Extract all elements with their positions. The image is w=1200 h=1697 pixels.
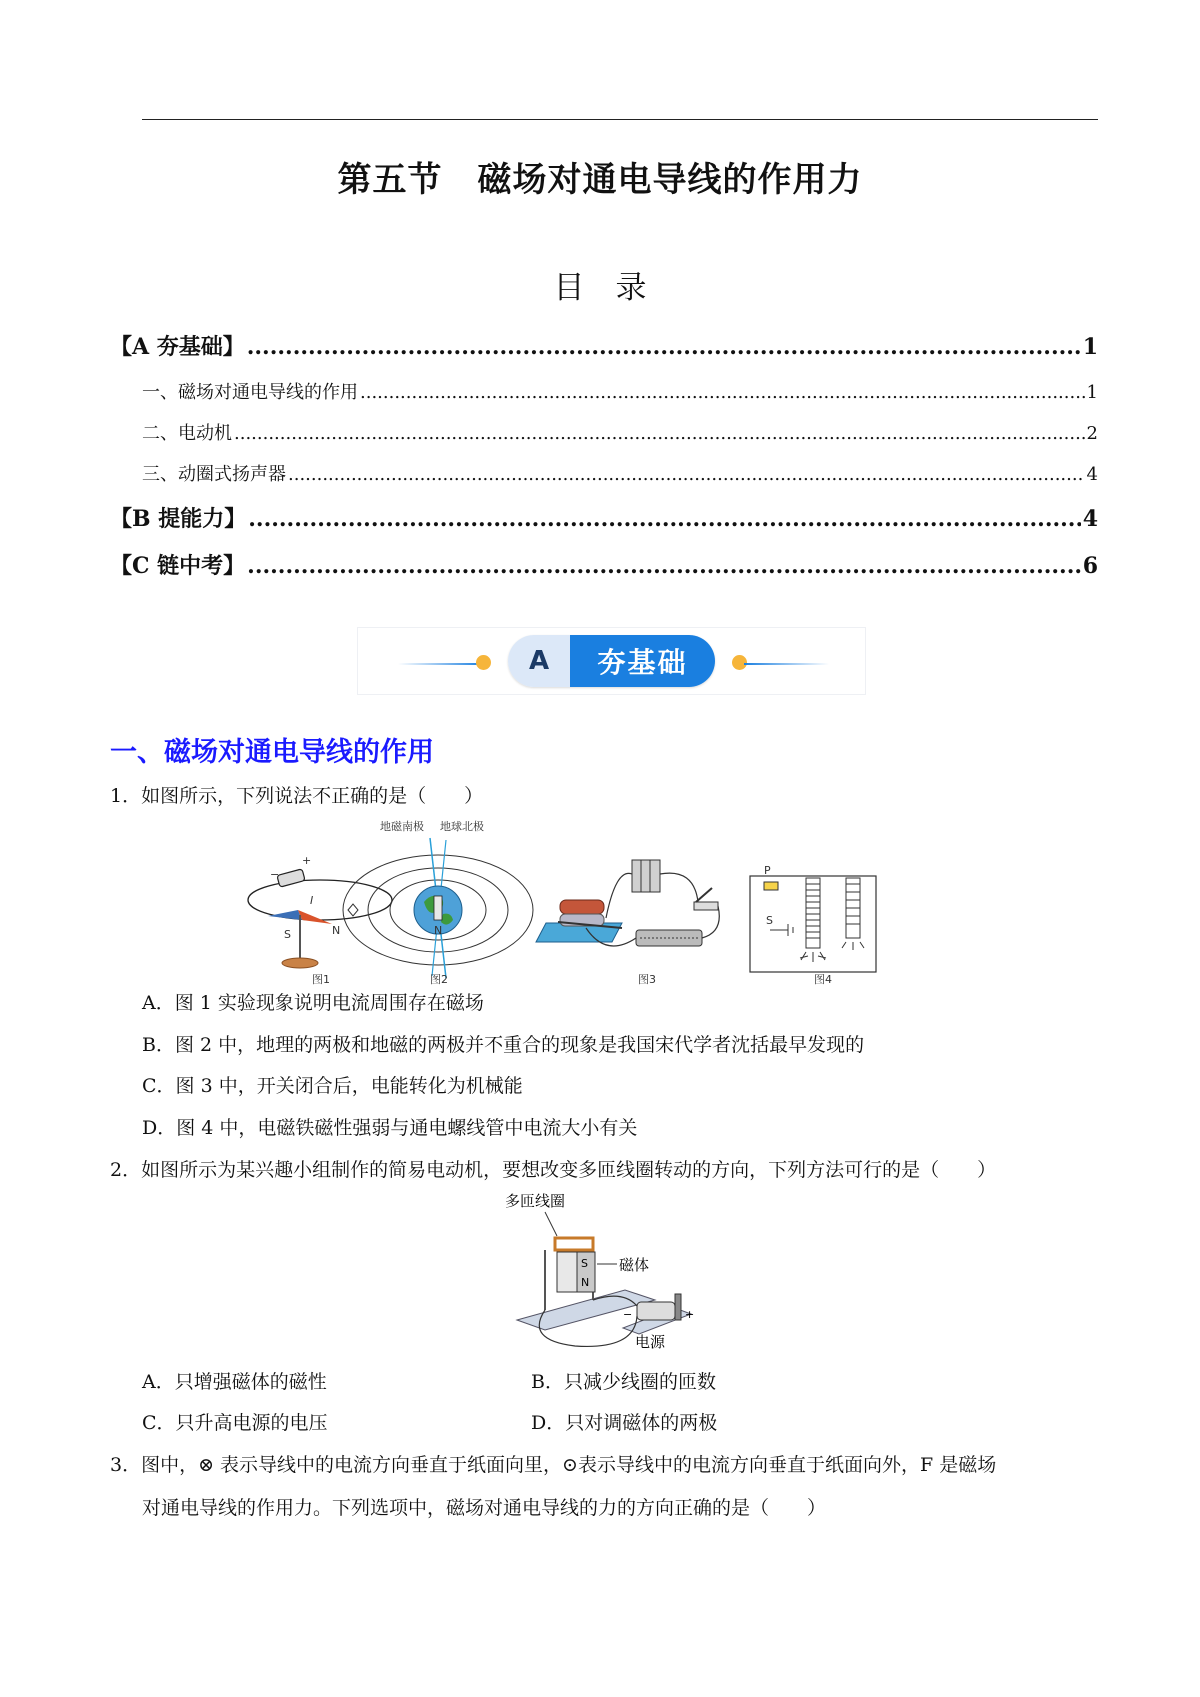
fig-coil-label: 多匝线圈: [505, 1192, 566, 1210]
toc-entry-c[interactable]: [110, 549, 1098, 580]
toc-leader: [360, 382, 1085, 403]
fig2-geo-north: 地球北极: [440, 820, 484, 833]
fig1-caption: 图1: [312, 973, 330, 986]
banner-dot-left: [476, 655, 491, 670]
toc-entry-page: 4: [1086, 464, 1098, 485]
toc-entry-label: 二、电动机: [142, 423, 232, 444]
fig2-n: N: [434, 924, 443, 937]
toc-entry-page: 4: [1082, 506, 1098, 532]
toc-entry-page: 6: [1082, 553, 1098, 579]
question-3-stem-line-1: 3．图中，⊗ 表示导线中的电流方向垂直于纸面向里，⊙表示导线中的电流方向垂直于纸面向外，F 是磁场: [110, 1454, 997, 1476]
fig-magnet-n: N: [581, 1276, 590, 1289]
question-2-option-d[interactable]: D．只对调磁体的两极: [531, 1412, 718, 1434]
toc-entry-1[interactable]: [142, 378, 1098, 404]
toc-leader: [234, 423, 1085, 444]
question-2-option-b[interactable]: B．只减少线圈的匝数: [531, 1371, 716, 1393]
toc-leader: [248, 506, 1080, 532]
toc-entry-label: 【C 链中考】: [110, 553, 246, 579]
question-1-option-d[interactable]: D．图 4 中，电磁铁磁性强弱与通电螺线管中电流大小有关: [142, 1117, 638, 1139]
toc-heading: 目 录: [553, 270, 647, 306]
toc-leader: [288, 464, 1085, 485]
fig1-plus: +: [302, 854, 312, 867]
toc-entry-label: 一、磁场对通电导线的作用: [142, 382, 358, 403]
banner-letter: A: [508, 635, 570, 687]
section-heading: 一、磁场对通电导线的作用: [110, 737, 434, 768]
question-3-stem-line-2: 对通电导线的作用力。下列选项中，磁场对通电导线的力的方向正确的是（ ）: [142, 1497, 827, 1519]
banner-text: 夯基础: [570, 635, 715, 687]
fig4-p: P: [764, 864, 771, 877]
toc-entry-page: 2: [1086, 423, 1098, 444]
question-1-option-c[interactable]: C．图 3 中，开关闭合后，电能转化为机械能: [142, 1075, 523, 1097]
compass-needle-s: [268, 910, 302, 920]
figure-4-electromagnets: [750, 864, 876, 986]
question-2-figure: [505, 1190, 725, 1350]
toc-entry-a[interactable]: [110, 330, 1098, 361]
question-2-option-a[interactable]: A．只增强磁体的磁性: [142, 1371, 327, 1393]
fig4-s: S: [766, 914, 773, 927]
question-2-option-c[interactable]: C．只升高电源的电压: [142, 1412, 328, 1434]
question-1-option-a[interactable]: A．图 1 实验现象说明电流周围存在磁场: [142, 992, 484, 1014]
toc-entry-label: 【A 夯基础】: [110, 334, 245, 360]
figure-2-earth-field: [343, 819, 533, 986]
banner-line-left: [398, 663, 483, 665]
toc-entry-label: 【B 提能力】: [110, 506, 247, 532]
question-1-figure: [240, 818, 960, 988]
fig1-current: I: [310, 894, 314, 907]
fig1-minus: −: [270, 868, 280, 881]
page-title: 第五节 磁场对通电导线的作用力: [337, 160, 863, 200]
question-2-stem: 2．如图所示为某兴趣小组制作的简易电动机，要想改变多匝线圈转动的方向，下列方法可行的是（ ）: [110, 1159, 997, 1181]
fig-plus: +: [685, 1308, 695, 1321]
fig-magnet-label: 磁体: [619, 1256, 650, 1274]
toc-entry-3[interactable]: [142, 460, 1098, 486]
compass-needle-n: [298, 910, 332, 924]
fig-magnet-s: S: [581, 1257, 588, 1270]
fig-power-label: 电源: [635, 1333, 666, 1350]
fig1-s: S: [284, 928, 291, 941]
toc-entry-label: 三、动圈式扬声器: [142, 464, 286, 485]
toc-leader: [247, 334, 1081, 360]
fig2-geo-south: 地磁南极: [380, 820, 424, 833]
fig-minus: −: [623, 1308, 633, 1321]
fig4-caption: 图4: [814, 973, 832, 986]
header-rule: [142, 119, 1098, 120]
fig1-n: N: [332, 924, 341, 937]
figure-3-apparatus: [536, 860, 719, 986]
fig2-caption: 图2: [430, 973, 448, 986]
question-1-stem: 1．如图所示，下列说法不正确的是（ ）: [110, 785, 484, 807]
question-1-option-b[interactable]: B．图 2 中，地理的两极和地磁的两极并不重合的现象是我国宋代学者沈括最早发现的: [142, 1034, 865, 1056]
banner-line-right: [744, 663, 829, 665]
banner-pill: [508, 635, 715, 687]
toc-entry-page: 1: [1082, 334, 1098, 360]
section-banner: [357, 627, 866, 695]
toc-entry-2[interactable]: [142, 419, 1098, 445]
fig3-caption: 图3: [638, 973, 656, 986]
figure-1-oersted: [248, 854, 392, 986]
toc-leader: [247, 553, 1081, 579]
toc-entry-page: 1: [1086, 382, 1098, 403]
toc-entry-b[interactable]: [110, 502, 1098, 533]
